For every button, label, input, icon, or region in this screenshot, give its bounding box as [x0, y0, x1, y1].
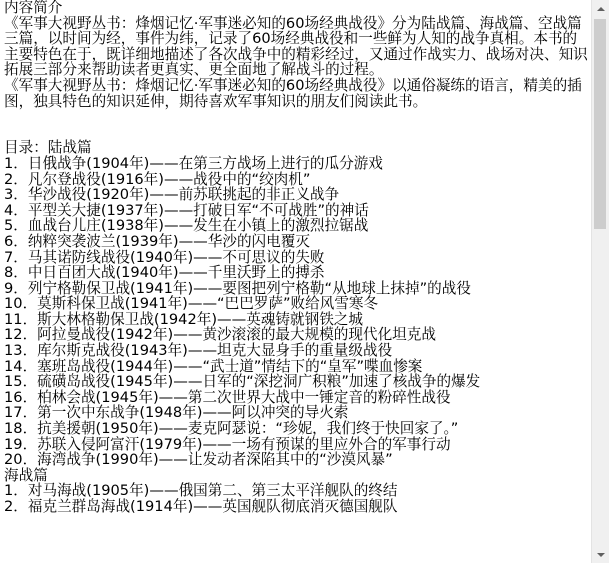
intro-paragraph: 《军事大视野丛书：烽烟记忆·军事迷必知的60场经典战役》分为陆战篇、海战篇、空战篇三篇，以时间为经，事件为纬，记录了60场经典战役和一些鲜为人知的战争真相。本书的主要特色在于，既详细地描述了各次战争中的精彩经过，又通过作战实力、战场对决、知识拓展三部分来帮助读者更真实、更全面地了解战斗的过程。 — [4, 14, 588, 79]
toc-item: 5．血战台儿庄(1938年)——发生在小镇上的激烈拉锯战 — [4, 217, 369, 235]
toc-item: 18．抗美援朝(1950年)——麦克阿瑟说：“珍妮，我们终于快回家了。” — [4, 420, 459, 438]
toc-item: 7．马其诺防线战役(1940年)——不可思议的失败 — [4, 248, 325, 266]
blank-line — [4, 125, 591, 141]
toc-item: 2．凡尔登战役(1916年)——战役中的“绞肉机” — [4, 170, 311, 188]
toc-item: 6．纳粹突袭波兰(1939年)——华沙的闪电覆灭 — [4, 232, 310, 250]
blank-line — [4, 109, 591, 125]
toc-item: 16．柏林会战(1945年)——第二次世界大战中一锤定音的粉碎性战役 — [4, 388, 451, 406]
toc-item: 20．海湾战争(1990年)——让发动者深陷其中的“沙漠风暴” — [4, 451, 393, 469]
toc-item: 19．苏联入侵阿富汗(1979年)——一场有预谋的里应外合的军事行动 — [4, 435, 451, 453]
toc-item: 9．列宁格勒保卫战(1941年)——要图把列宁格勒“从地球上抹掉”的战役 — [4, 279, 471, 297]
toc-item: 8．中日百团大战(1940年)——千里沃野上的搏杀 — [4, 264, 325, 282]
toc-item: 11．斯大林格勒保卫战(1942年)——英魂铸就钢铁之城 — [4, 310, 363, 328]
intro-heading: 内容简介 — [4, 0, 63, 16]
toc-item: 2．福克兰群岛海战(1914年)——英国舰队彻底消灭德国舰队 — [4, 498, 398, 515]
sea-battle-list — [4, 483, 591, 514]
toc-item: 17．第一次中东战争(1948年)——阿以冲突的导火索 — [4, 404, 349, 422]
toc-item: 15．硫磺岛战役(1945年)——日军的“深挖洞广积粮”加速了核战争的爆发 — [4, 373, 481, 391]
toc-item: 1．对马海战(1905年)——俄国第二、第三太平洋舰队的终结 — [4, 482, 398, 500]
toc-item: 12．阿拉曼战役(1942年)——黄沙滚滚的最大规模的现代化坦克战 — [4, 326, 436, 344]
toc-item: 1．日俄战争(1904年)——在第三方战场上进行的瓜分游戏 — [4, 154, 383, 172]
toc-item: 3．华沙战役(1920年)——前苏联挑起的非正义战争 — [4, 186, 340, 204]
vertical-scrollbar[interactable] — [591, 0, 609, 563]
land-battle-list — [4, 156, 591, 468]
sea-heading: 海战篇 — [4, 466, 48, 484]
scroll-down-arrow-icon[interactable] — [592, 546, 609, 563]
toc-heading: 目录：陆战篇 — [4, 139, 92, 157]
toc-item: 13．库尔斯克战役(1943年)——坦克大显身手的重量级战役 — [4, 342, 393, 360]
toc-item: 4．平型关大捷(1937年)——打破日军“不可战胜”的神话 — [4, 201, 369, 219]
toc-item: 14．塞班岛战役(1944年)——“武士道”情结下的“皇军”喋血惨案 — [4, 357, 423, 375]
scrollbar-thumb[interactable] — [594, 19, 606, 229]
toc-item: 10．莫斯科保卫战(1941年)——“巴巴罗萨”败给风雪寒冬 — [4, 295, 379, 313]
intro-paragraph: 《军事大视野丛书：烽烟记忆·军事迷必知的60场经典战役》以通俗凝练的语言，精美的插图，独具特色的知识延伸，期待喜欢军事知识的朋友们阅读此书。 — [4, 76, 582, 110]
scroll-up-arrow-icon[interactable] — [592, 0, 609, 17]
